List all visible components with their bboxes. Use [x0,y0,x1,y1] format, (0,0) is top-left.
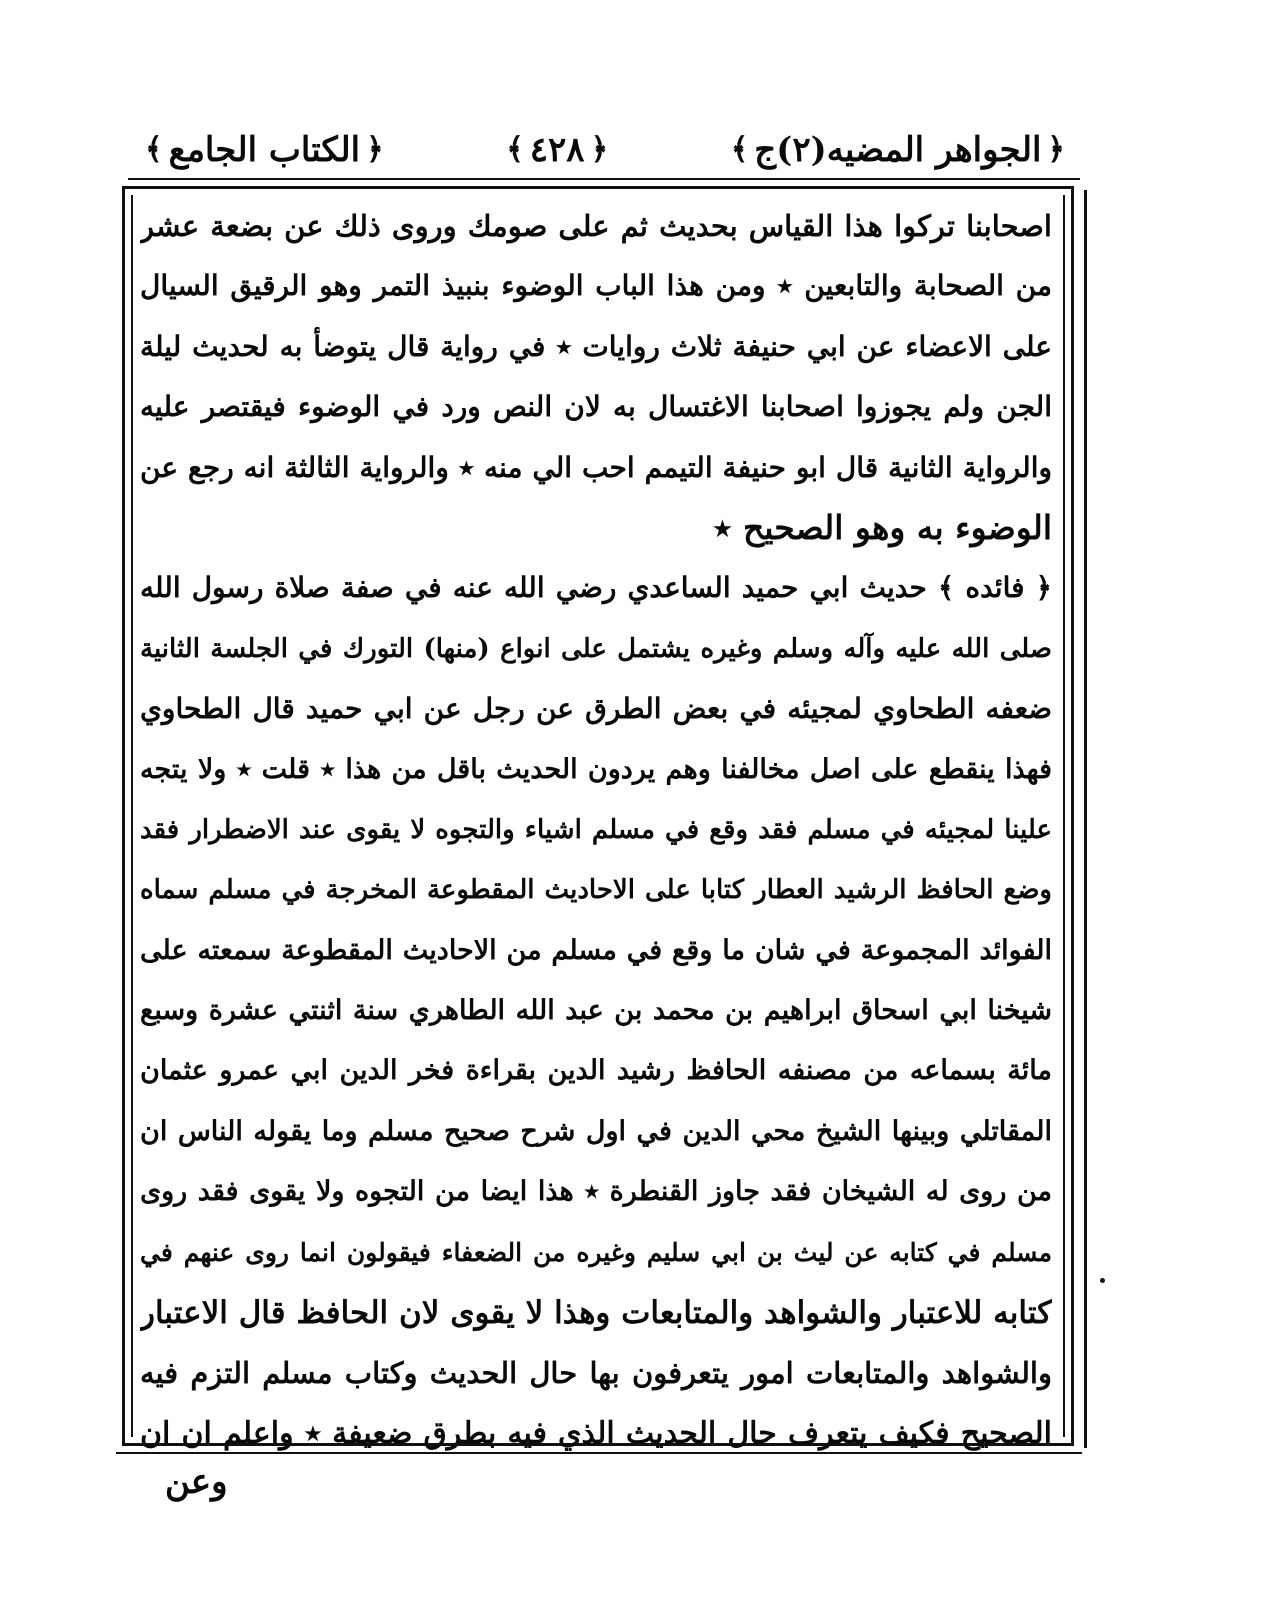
text-line: الفوائد المجموعة في شان ما وقع في مسلم من الاحاديث المقطوعة سمعته على [140,934,1052,966]
ornament-bracket-icon: ﴿ [590,132,609,167]
catchword: وعن [165,1462,228,1502]
text-line: ضعفه الطحاوي لمجيئه في بعض الطرق عن رجل عن ابي حميد قال الطحاوي [140,692,1052,726]
text-line: اصحابنا تركوا هذا القياس بحديث ثم على صومك وروى ذلك عن بضعة عشر [140,209,1052,243]
margin-rule [1084,190,1087,1448]
text-line: مسلم في كتابه عن ليث بن ابي سليم وغيره من الضعفاء فيقولون انما روى عنهم في [140,1237,1052,1267]
body-text [140,196,1052,1464]
text-line: مائة بسماعه من مصنفه الحافظ رشيد الدين بقراءة فخر الدين ابي عمرو عثمان [140,1055,1052,1087]
ornament-bracket-icon: ﴾ [730,132,749,167]
text-line: والرواية الثانية قال ابو حنيفة التيمم احب الي منه ٭ والرواية الثالثة انه رجع عن [140,450,1052,484]
header-rule [128,178,1080,180]
text-line: والشواهد والمتابعات امور يتعرفون بها حال الحديث وكتاب مسلم التزم فيه [140,1356,1052,1391]
text-line: من الصحابة والتابعين ٭ ومن هذا الباب الوضوء بنبيذ التمر وهو الرقيق السيال [140,269,1052,303]
text-line: ﴿ فائده ﴾ حديث ابي حميد الساعدي رضي الله عنه في صفة صلاة رسول الله [140,571,1052,605]
ornament-bracket-icon: ﴿ [366,132,384,167]
text-line: من روى له الشيخان فقد جاوز القنطرة ٭ هذا ايضا من التجوه ولا يقوى فقد روى [140,1176,1052,1208]
ornament-bracket-icon: ﴾ [145,132,163,167]
page-number: ٤٢٨ [529,130,585,170]
section-title: الكتاب الجامع [168,130,361,170]
text-line: الجن ولم يجوزوا اصحابنا الاغتسال به لان النص ورد في الوضوء فيقتصر عليه [140,390,1052,424]
book-title: الجواهر المضيه(٢)ج [754,130,1042,170]
text-line: فهذا ينقطع على اصل مخالفنا وهم يردون الحديث باقل من هذا ٭ قلت ٭ ولا يتجه [140,753,1052,785]
text-line: المقاتلي وبينها الشيخ محي الدين في اول شرح صحيح مسلم وما يقوله الناس ان [140,1115,1052,1147]
running-header [145,122,1065,178]
text-line: صلى الله عليه وآله وسلم وغيره يشتمل على انواع (منها) التورك في الجلسة الثانية [140,633,1052,664]
text-line: علينا لمجيئه في مسلم فقد وقع في مسلم اشياء والتجوه لا يقوى عند الاضطرار فقد [140,814,1052,845]
header-page-number [506,130,608,170]
header-book-title [731,130,1065,170]
header-section-title [145,130,384,170]
margin-dot [1100,1278,1105,1283]
text-line: كتابه للاعتبار والشواهد والمتابعات وهذا لا يقوى لان الحافظ قال الاعتبار [140,1295,1052,1332]
ornament-bracket-icon: ﴿ [1047,132,1065,167]
text-line: وضع الحافظ الرشيد العطار كتابا على الاحاديث المقطوعة المخرجة في مسلم سماه [140,875,1052,906]
text-line: الصحيح فكيف يتعرف حال الحديث الذي فيه بطرق ضعيفة ٭ واعلم ان ان [140,1415,1052,1451]
text-line: على الاعضاء عن ابي حنيفة ثلاث روايات ٭ في رواية قال يتوضأ به لحديث ليلة [140,329,1052,363]
footer-rule [116,1452,1082,1454]
ornament-bracket-icon: ﴾ [506,132,524,167]
text-line: شيخنا ابي اسحاق ابراهيم بن محمد بن عبد الله الطاهري سنة اثنتي عشرة وسبع [140,995,1052,1027]
text-line: الوضوء به وهو الصحيح ٭ [713,507,1052,547]
